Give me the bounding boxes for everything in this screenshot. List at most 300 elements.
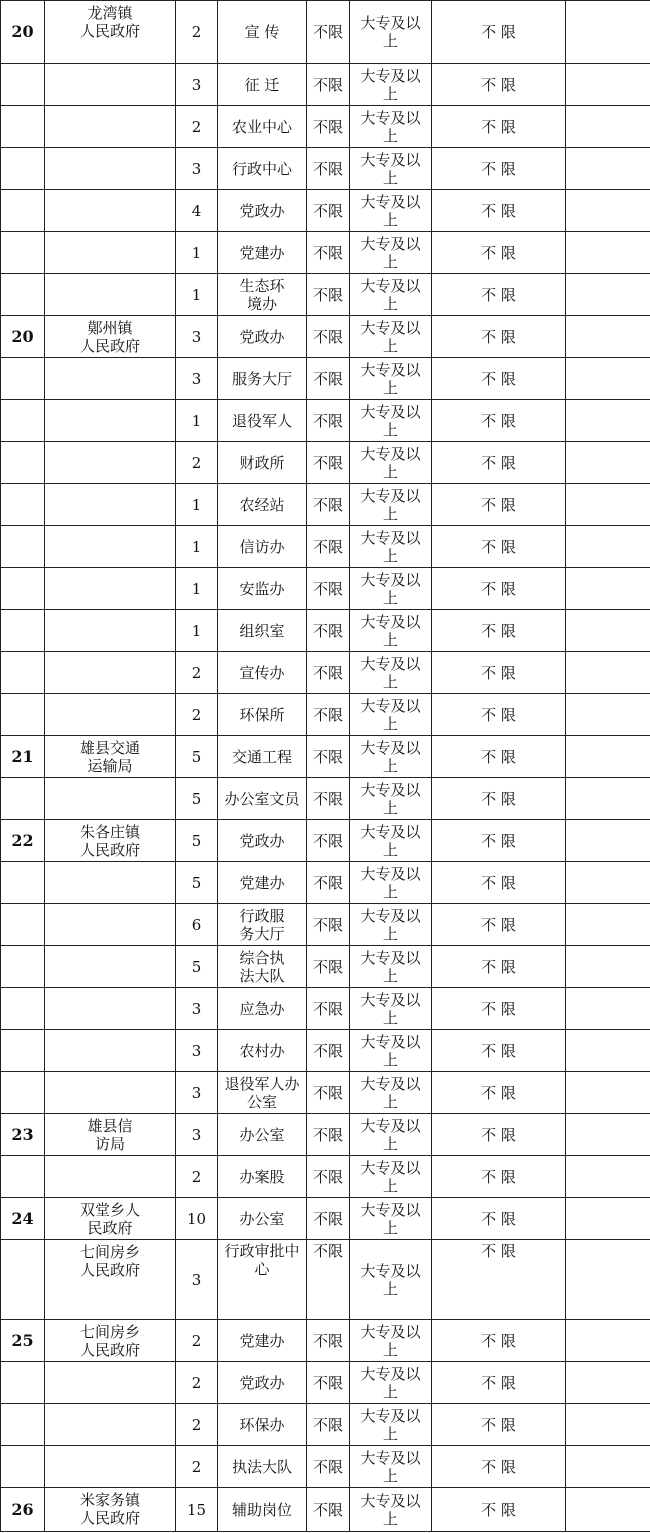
other-requirement: 不 限 [432,568,566,610]
table-row [1,442,650,484]
other-requirement: 不 限 [432,274,566,316]
position-name: 环保所 [218,694,307,736]
education-requirement: 大专及以 上 [350,526,432,568]
unit-name [45,442,176,484]
hire-count: 3 [176,1114,218,1156]
other-requirement: 不 限 [432,1114,566,1156]
education-requirement: 大专及以 上 [350,820,432,862]
note [566,694,650,736]
hire-count: 5 [176,946,218,988]
note [566,526,650,568]
position-name: 生态环 境办 [218,274,307,316]
hire-count: 3 [176,1240,218,1320]
note [566,1320,650,1362]
table-row [1,1156,650,1198]
education-requirement: 大专及以 上 [350,778,432,820]
other-requirement: 不 限 [432,316,566,358]
hire-count: 3 [176,988,218,1030]
row-number [1,526,45,568]
row-number [1,694,45,736]
table-row [1,736,650,778]
education-requirement: 大专及以 上 [350,190,432,232]
major-requirement: 不限 [307,1,350,64]
major-requirement: 不限 [307,568,350,610]
position-name: 行政中心 [218,148,307,190]
hire-count: 2 [176,652,218,694]
position-name: 交通工程 [218,736,307,778]
other-requirement: 不 限 [432,1446,566,1488]
unit-name [45,358,176,400]
major-requirement: 不限 [307,526,350,568]
note [566,568,650,610]
hire-count: 3 [176,316,218,358]
major-requirement: 不限 [307,1198,350,1240]
education-requirement: 大专及以 上 [350,148,432,190]
major-requirement: 不限 [307,1362,350,1404]
position-name: 信访办 [218,526,307,568]
note [566,1198,650,1240]
unit-name [45,568,176,610]
other-requirement: 不 限 [432,64,566,106]
major-requirement: 不限 [307,106,350,148]
position-name: 党建办 [218,862,307,904]
hire-count: 3 [176,1072,218,1114]
education-requirement: 大专及以 上 [350,1446,432,1488]
position-name: 办案股 [218,1156,307,1198]
note [566,820,650,862]
major-requirement: 不限 [307,1488,350,1532]
major-requirement: 不限 [307,862,350,904]
major-requirement: 不限 [307,274,350,316]
position-name: 辅助岗位 [218,1488,307,1532]
major-requirement: 不限 [307,358,350,400]
other-requirement: 不 限 [432,526,566,568]
position-name: 党建办 [218,1320,307,1362]
table-row [1,190,650,232]
row-number [1,1362,45,1404]
education-requirement: 大专及以 上 [350,652,432,694]
hire-count: 2 [176,1446,218,1488]
hire-count: 5 [176,736,218,778]
hire-count: 5 [176,778,218,820]
table-row [1,610,650,652]
table-row [1,694,650,736]
other-requirement: 不 限 [432,442,566,484]
position-name: 综合执 法大队 [218,946,307,988]
note [566,1114,650,1156]
table-row [1,820,650,862]
major-requirement: 不限 [307,1446,350,1488]
row-number [1,862,45,904]
row-number [1,904,45,946]
major-requirement: 不限 [307,946,350,988]
table-row [1,148,650,190]
unit-name: 七间房乡 人民政府 [45,1320,176,1362]
education-requirement: 大专及以 上 [350,1030,432,1072]
education-requirement: 大专及以 上 [350,1156,432,1198]
position-name: 农经站 [218,484,307,526]
note [566,988,650,1030]
note [566,1,650,64]
education-requirement: 大专及以 上 [350,694,432,736]
unit-name [45,232,176,274]
position-name: 农村办 [218,1030,307,1072]
row-number: 26 [1,1488,45,1532]
other-requirement: 不 限 [432,904,566,946]
row-number: 22 [1,820,45,862]
row-number [1,400,45,442]
row-number [1,1072,45,1114]
table-row [1,64,650,106]
hire-count: 3 [176,64,218,106]
table-row [1,568,650,610]
education-requirement: 大专及以 上 [350,1198,432,1240]
table-row [1,1,650,64]
position-name: 办公室 [218,1114,307,1156]
note [566,148,650,190]
other-requirement: 不 限 [432,1240,566,1320]
education-requirement: 大专及以 上 [350,400,432,442]
row-number: 20 [1,1,45,64]
unit-name [45,1362,176,1404]
other-requirement: 不 限 [432,778,566,820]
major-requirement: 不限 [307,190,350,232]
major-requirement: 不限 [307,1404,350,1446]
education-requirement: 大专及以 上 [350,1114,432,1156]
other-requirement: 不 限 [432,484,566,526]
hire-count: 1 [176,232,218,274]
unit-name: 龙湾镇 人民政府 [45,1,176,64]
other-requirement: 不 限 [432,148,566,190]
note [566,1156,650,1198]
education-requirement: 大专及以 上 [350,862,432,904]
other-requirement: 不 限 [432,358,566,400]
education-requirement: 大专及以 上 [350,64,432,106]
table-body [1,1,650,1532]
row-number [1,358,45,400]
note [566,778,650,820]
table-row [1,1030,650,1072]
row-number [1,106,45,148]
note [566,652,650,694]
major-requirement: 不限 [307,904,350,946]
note [566,1488,650,1532]
hire-count: 2 [176,1404,218,1446]
major-requirement: 不限 [307,1156,350,1198]
position-name: 应急办 [218,988,307,1030]
other-requirement: 不 限 [432,1030,566,1072]
education-requirement: 大专及以 上 [350,1320,432,1362]
hire-count: 2 [176,442,218,484]
education-requirement: 大专及以 上 [350,568,432,610]
position-name: 环保办 [218,1404,307,1446]
major-requirement: 不限 [307,652,350,694]
row-number [1,1156,45,1198]
hire-count: 1 [176,526,218,568]
position-name: 宣 传 [218,1,307,64]
hire-count: 3 [176,148,218,190]
table-row [1,1240,650,1320]
position-name: 行政审批中 心 [218,1240,307,1320]
unit-name [45,946,176,988]
note [566,610,650,652]
row-number: 25 [1,1320,45,1362]
row-number [1,148,45,190]
position-name: 办公室 [218,1198,307,1240]
table-row [1,274,650,316]
education-requirement: 大专及以 上 [350,736,432,778]
other-requirement: 不 限 [432,862,566,904]
major-requirement: 不限 [307,442,350,484]
education-requirement: 大专及以 上 [350,442,432,484]
hire-count: 1 [176,568,218,610]
major-requirement: 不限 [307,1320,350,1362]
unit-name [45,778,176,820]
unit-name [45,904,176,946]
note [566,232,650,274]
note [566,1030,650,1072]
unit-name: 雄县交通 运输局 [45,736,176,778]
other-requirement: 不 限 [432,106,566,148]
education-requirement: 大专及以 上 [350,106,432,148]
hire-count: 5 [176,862,218,904]
row-number [1,778,45,820]
other-requirement: 不 限 [432,1,566,64]
education-requirement: 大专及以 上 [350,946,432,988]
education-requirement: 大专及以 上 [350,1362,432,1404]
education-requirement: 大专及以 上 [350,316,432,358]
table-row [1,106,650,148]
position-name: 党建办 [218,232,307,274]
hire-count: 2 [176,1320,218,1362]
position-name: 执法大队 [218,1446,307,1488]
hire-count: 1 [176,274,218,316]
other-requirement: 不 限 [432,610,566,652]
note [566,946,650,988]
hire-count: 1 [176,610,218,652]
row-number [1,484,45,526]
unit-name [45,610,176,652]
unit-name [45,400,176,442]
row-number [1,190,45,232]
education-requirement: 大专及以 上 [350,1072,432,1114]
unit-name: 鄚州镇 人民政府 [45,316,176,358]
unit-name [45,274,176,316]
table-row [1,862,650,904]
other-requirement: 不 限 [432,1362,566,1404]
other-requirement: 不 限 [432,988,566,1030]
education-requirement: 大专及以 上 [350,358,432,400]
major-requirement: 不限 [307,736,350,778]
position-name: 退役军人办 公室 [218,1072,307,1114]
row-number: 20 [1,316,45,358]
note [566,274,650,316]
other-requirement: 不 限 [432,1072,566,1114]
hire-count: 10 [176,1198,218,1240]
note [566,442,650,484]
unit-name: 朱各庄镇 人民政府 [45,820,176,862]
table-row [1,316,650,358]
hire-count: 4 [176,190,218,232]
hire-count: 15 [176,1488,218,1532]
major-requirement: 不限 [307,232,350,274]
row-number [1,946,45,988]
other-requirement: 不 限 [432,1198,566,1240]
unit-name [45,1404,176,1446]
row-number [1,1030,45,1072]
hire-count: 3 [176,1030,218,1072]
other-requirement: 不 限 [432,652,566,694]
hire-count: 2 [176,1156,218,1198]
position-name: 服务大厅 [218,358,307,400]
major-requirement: 不限 [307,610,350,652]
note [566,484,650,526]
major-requirement: 不限 [307,148,350,190]
major-requirement: 不限 [307,316,350,358]
unit-name [45,652,176,694]
position-name: 退役军人 [218,400,307,442]
major-requirement: 不限 [307,1240,350,1320]
major-requirement: 不限 [307,694,350,736]
position-name: 党政办 [218,820,307,862]
major-requirement: 不限 [307,988,350,1030]
unit-name [45,1030,176,1072]
major-requirement: 不限 [307,64,350,106]
unit-name: 七间房乡 人民政府 [45,1240,176,1320]
note [566,1446,650,1488]
other-requirement: 不 限 [432,736,566,778]
major-requirement: 不限 [307,820,350,862]
position-name: 行政服 务大厅 [218,904,307,946]
major-requirement: 不限 [307,1030,350,1072]
other-requirement: 不 限 [432,1320,566,1362]
hire-count: 6 [176,904,218,946]
table-row [1,946,650,988]
unit-name [45,64,176,106]
hire-count: 5 [176,820,218,862]
hire-count: 1 [176,400,218,442]
table-row [1,358,650,400]
note [566,190,650,232]
note [566,358,650,400]
row-number [1,652,45,694]
education-requirement: 大专及以 上 [350,904,432,946]
note [566,1240,650,1320]
position-name: 党政办 [218,1362,307,1404]
position-name: 党政办 [218,316,307,358]
education-requirement: 大专及以 上 [350,988,432,1030]
row-number [1,232,45,274]
other-requirement: 不 限 [432,1404,566,1446]
unit-name [45,106,176,148]
note [566,862,650,904]
unit-name: 双堂乡人 民政府 [45,1198,176,1240]
unit-name [45,694,176,736]
position-name: 安监办 [218,568,307,610]
position-name: 农业中心 [218,106,307,148]
table-row [1,526,650,568]
unit-name: 米家务镇 人民政府 [45,1488,176,1532]
table-row [1,400,650,442]
position-name: 党政办 [218,190,307,232]
hire-count: 2 [176,1,218,64]
table-row [1,1114,650,1156]
unit-name [45,526,176,568]
other-requirement: 不 限 [432,820,566,862]
unit-name [45,862,176,904]
major-requirement: 不限 [307,400,350,442]
unit-name [45,190,176,232]
table-row [1,1362,650,1404]
position-name: 宣传办 [218,652,307,694]
position-name: 办公室文员 [218,778,307,820]
other-requirement: 不 限 [432,1156,566,1198]
education-requirement: 大专及以 上 [350,1240,432,1320]
major-requirement: 不限 [307,1072,350,1114]
position-name: 财政所 [218,442,307,484]
position-name: 组织室 [218,610,307,652]
other-requirement: 不 限 [432,400,566,442]
row-number: 21 [1,736,45,778]
major-requirement: 不限 [307,484,350,526]
major-requirement: 不限 [307,1114,350,1156]
other-requirement: 不 限 [432,694,566,736]
row-number [1,1240,45,1320]
other-requirement: 不 限 [432,190,566,232]
unit-name [45,484,176,526]
row-number [1,1404,45,1446]
row-number: 23 [1,1114,45,1156]
row-number: 24 [1,1198,45,1240]
table-row [1,484,650,526]
table-row [1,1198,650,1240]
unit-name [45,1446,176,1488]
unit-name [45,1156,176,1198]
unit-name: 雄县信 访局 [45,1114,176,1156]
note [566,1362,650,1404]
table-row [1,1446,650,1488]
unit-name [45,1072,176,1114]
note [566,64,650,106]
note [566,1072,650,1114]
note [566,736,650,778]
position-name: 征 迁 [218,64,307,106]
table-row [1,904,650,946]
note [566,1404,650,1446]
row-number [1,568,45,610]
table-row [1,1072,650,1114]
major-requirement: 不限 [307,778,350,820]
row-number [1,442,45,484]
table-row [1,1488,650,1532]
hire-count: 2 [176,1362,218,1404]
education-requirement: 大专及以 上 [350,1404,432,1446]
education-requirement: 大专及以 上 [350,1,432,64]
row-number [1,988,45,1030]
hire-count: 3 [176,358,218,400]
row-number [1,1446,45,1488]
note [566,316,650,358]
hire-count: 1 [176,484,218,526]
row-number [1,64,45,106]
note [566,106,650,148]
unit-name [45,148,176,190]
unit-name [45,988,176,1030]
education-requirement: 大专及以 上 [350,484,432,526]
note [566,400,650,442]
table-row [1,778,650,820]
education-requirement: 大专及以 上 [350,274,432,316]
